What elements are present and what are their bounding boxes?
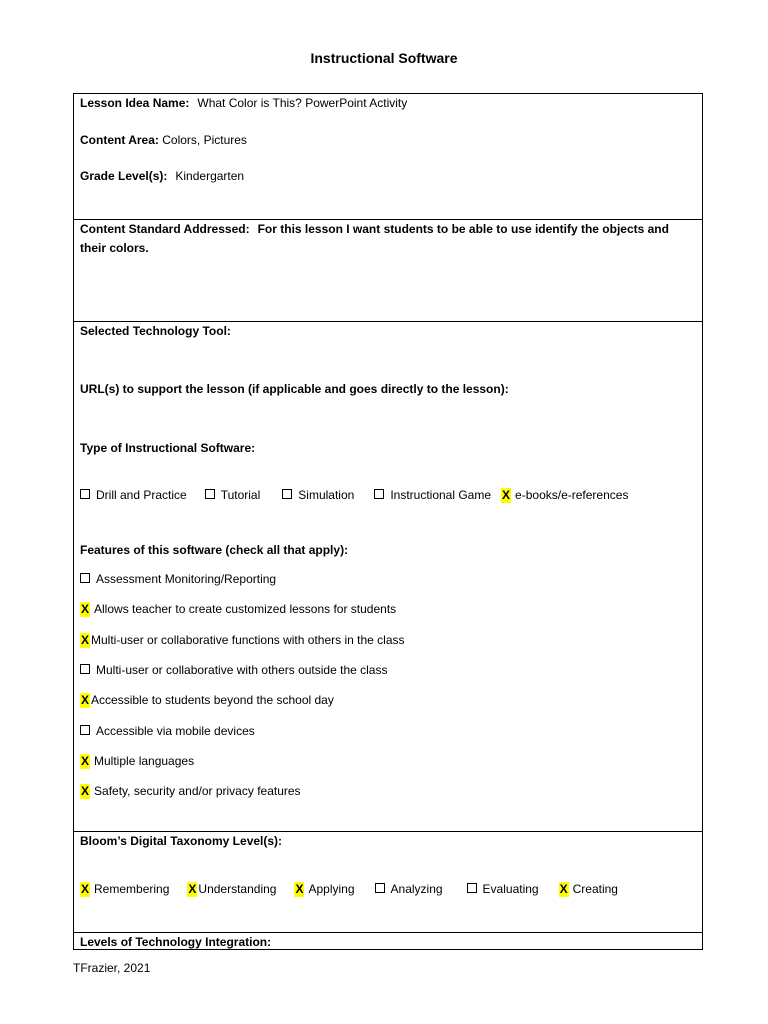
checkbox-empty-icon[interactable] [80, 489, 90, 499]
bloom-level-analyzing[interactable]: Analyzing [375, 880, 443, 899]
checked-x-mark[interactable]: X [295, 882, 304, 896]
lesson-info-section [74, 94, 702, 220]
content-area-line [80, 131, 694, 150]
feature-item-mobile[interactable]: Accessible via mobile devices [80, 722, 694, 741]
feature-item-languages[interactable]: X Multiple languages [81, 754, 195, 768]
checked-x-mark[interactable]: X [81, 784, 90, 798]
content-area-label: Content Area: [80, 133, 159, 147]
bloom-level-options [80, 880, 694, 899]
feature-item-multiuser-outside[interactable]: Multi-user or collaborative with others outside the class [80, 661, 694, 680]
content-standard-label: Content Standard Addressed: [80, 222, 250, 236]
checked-x-mark[interactable]: X [188, 882, 197, 896]
bloom-label: Bloom’s Digital Taxonomy Level(s): [80, 834, 283, 848]
technology-section [74, 322, 702, 832]
lesson-name-label: Lesson Idea Name: [80, 96, 190, 110]
url-label: URL(s) to support the lesson (if applicable and goes directly to the lesson): [80, 382, 509, 396]
checkbox-empty-icon[interactable] [80, 664, 90, 674]
checkbox-empty-icon[interactable] [467, 883, 477, 893]
content-standard-line [80, 220, 694, 258]
content-standard-section [74, 220, 702, 322]
checkbox-empty-icon[interactable] [205, 489, 215, 499]
type-option-simulation[interactable]: Simulation [282, 486, 354, 505]
lesson-name-line [80, 94, 694, 113]
checked-x-mark[interactable]: X [81, 693, 90, 707]
checked-x-mark[interactable]: X [81, 754, 90, 768]
feature-item-assessment[interactable]: Assessment Monitoring/Reporting [80, 570, 694, 589]
footer-author: TFrazier, 2021 [73, 961, 151, 975]
lesson-name-value: What Color is This? PowerPoint Activity [197, 96, 408, 110]
document-title: Instructional Software [310, 50, 458, 66]
features-label: Features of this software (check all that apply): [80, 543, 349, 557]
software-type-options [80, 486, 694, 505]
checkbox-empty-icon[interactable] [80, 725, 90, 735]
bloom-level-creating[interactable]: X Creating [559, 882, 618, 896]
checkbox-empty-icon[interactable] [375, 883, 385, 893]
checked-x-mark[interactable]: X [81, 633, 90, 647]
bloom-level-remembering[interactable]: X Remembering [81, 882, 170, 896]
software-type-label: Type of Instructional Software: [80, 441, 256, 455]
feature-item-multiuser-class[interactable]: X Multi-user or collaborative functions with others in the class [81, 633, 405, 647]
content-area-value: Colors, Pictures [162, 133, 247, 147]
checked-x-mark[interactable]: X [502, 488, 511, 502]
type-option-ebooks[interactable]: X e-books/e-references [502, 488, 629, 502]
feature-item-custom-lessons[interactable]: X Allows teacher to create customized lessons for students [81, 602, 397, 616]
feature-item-safety[interactable]: X Safety, security and/or privacy features [81, 784, 301, 798]
grade-level-value: Kindergarten [175, 169, 245, 183]
checked-x-mark[interactable]: X [559, 882, 568, 896]
bloom-level-applying[interactable]: X Applying [295, 882, 355, 896]
grade-level-line [80, 167, 694, 186]
integration-label: Levels of Technology Integration: [80, 935, 272, 949]
bloom-level-understanding[interactable]: X Understanding [188, 882, 277, 896]
bloom-section [74, 832, 702, 933]
checkbox-empty-icon[interactable] [282, 489, 292, 499]
integration-section [74, 933, 702, 949]
lesson-form-table [73, 93, 703, 950]
technology-tool-label: Selected Technology Tool: [80, 324, 231, 338]
type-option-tutorial[interactable]: Tutorial [205, 486, 261, 505]
checked-x-mark[interactable]: X [81, 602, 90, 616]
feature-item-beyond-school-day[interactable]: X Accessible to students beyond the school day [81, 693, 334, 707]
checkbox-empty-icon[interactable] [374, 489, 384, 499]
checkbox-empty-icon[interactable] [80, 573, 90, 583]
bloom-level-evaluating[interactable]: Evaluating [467, 880, 539, 899]
content-standard-value: For this lesson I want students to be able to use identify the objects and their colors. [80, 222, 669, 255]
checked-x-mark[interactable]: X [81, 882, 90, 896]
type-option-instructional-game[interactable]: Instructional Game [374, 486, 491, 505]
grade-level-label: Grade Level(s): [80, 169, 168, 183]
type-option-drill[interactable]: Drill and Practice [80, 486, 187, 505]
